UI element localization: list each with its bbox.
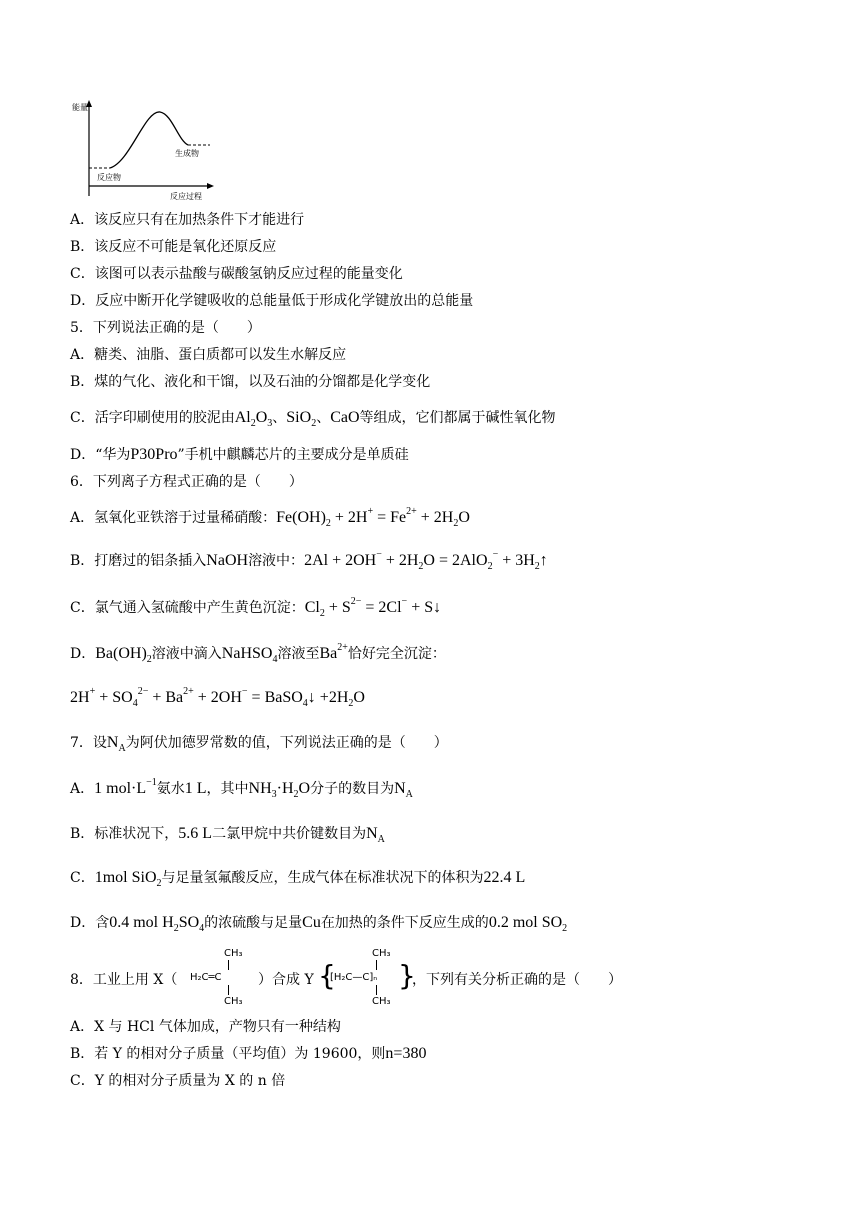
y-axis-label: 能量 — [72, 103, 88, 112]
q5-option-a: A．糖类、油脂、蛋白质都可以发生水解反应 — [70, 347, 347, 363]
q5-option-c: C．活字印刷使用的胶泥由$Al_2O_3$、SiO$_2$、CaO等组成，它们都属于碱性氧化物 — [70, 409, 556, 429]
q6-stem: 6．下列离子方程式正确的是（ ） — [70, 474, 303, 490]
energy-diagram — [70, 98, 220, 204]
energy-curve — [110, 112, 188, 168]
q8-option-c: C．Y 的相对分子质量为 X 的 n 倍 — [70, 1073, 286, 1089]
q7-option-b: B．标准状况下，5.6 L二氯甲烷中共价键数目为$N_A$ — [70, 825, 385, 845]
x-axis-arrow-icon — [207, 183, 214, 189]
product-label: 生成物 — [175, 149, 199, 158]
q4-option-b: B．该反应不可能是氧化还原反应 — [70, 239, 277, 255]
q8-option-b: B．若 Y 的相对分子质量（平均值）为 19600，则n=380 — [70, 1045, 427, 1062]
q7-option-d: D．含0.4 mol $H_2SO_4$的浓硫酸与足量Cu在加热的条件下反应生成的0.2 mol $SO_2$ — [70, 914, 568, 934]
q6-option-c: C．氯气通入氢硫酸中产生黄色沉淀：$Cl_2 + S^{2-} = 2Cl^-$ + S↓ — [70, 596, 442, 619]
q4-option-c: C．该图可以表示盐酸与碳酸氢钠反应过程的能量变化 — [70, 266, 403, 282]
x-axis-label: 反应过程 — [170, 192, 202, 201]
y-structure: { CH₃ [H₂C—C]ₙ CH₃ } — [318, 948, 416, 1007]
x-structure: CH₃ H₂C═C CH₃ — [190, 948, 243, 1007]
reactant-label: 反应物 — [97, 173, 121, 182]
q8-option-a: A．X 与 HCl 气体加成，产物只有一种结构 — [70, 1019, 341, 1035]
q8-stem-a: 8．工业上用 X（ — [70, 972, 178, 988]
q6-option-d: D．$Ba(OH)_2$溶液中滴入NaHSO$_4$溶液至$Ba^{2+}$恰好完全沉淀： — [70, 642, 446, 665]
q6-option-b: B．打磨过的铝条插入NaOH溶液中：$2Al + 2OH^- + 2H_2O = 2AlO_2^-$ + $3H_2↑$ — [70, 549, 548, 572]
q8-stem-b: ）合成 Y — [258, 972, 314, 988]
q6-option-a: A．氢氧化亚铁溶于过量稀硝酸：$Fe(OH)_2 + 2H^+ = Fe^{2+} + 2H_2O$ — [70, 506, 470, 529]
q7-option-c: C．1mol SiO$_2$与足量氢氟酸反应，生成气体在标准状况下的体积为22.4 L — [70, 869, 526, 889]
q5-option-b: B．煤的气化、液化和干馏，以及石油的分馏都是化学变化 — [70, 374, 431, 390]
q6-option-d-equation: $2H^+ + SO_4^{2-} + Ba^{2+} + 2OH^-$ = BaSO$_4$↓ $+2H_2O$ — [70, 686, 365, 709]
q7-option-a: A．1 $mol\cdot L^{-1}$氨水1 L，其中$NH_3\cdot H_2O$分子的数目为$N_A$ — [70, 777, 413, 800]
q5-option-d: D．“华为P30Pro”手机中麒麟芯片的主要成分是单质硅 — [70, 446, 409, 463]
q4-option-d: D．反应中断开化学键吸收的总能量低于形成化学键放出的总能量 — [70, 293, 474, 309]
q4-option-a: A．该反应只有在加热条件下才能进行 — [70, 212, 305, 228]
q7-stem: 7．设$N_A$为阿伏加德罗常数的值，下列说法正确的是（ ） — [70, 734, 448, 754]
q5-stem: 5．下列说法正确的是（ ） — [70, 320, 261, 336]
q8-stem-c: ，下列有关分析正确的是（ ） — [412, 972, 622, 988]
